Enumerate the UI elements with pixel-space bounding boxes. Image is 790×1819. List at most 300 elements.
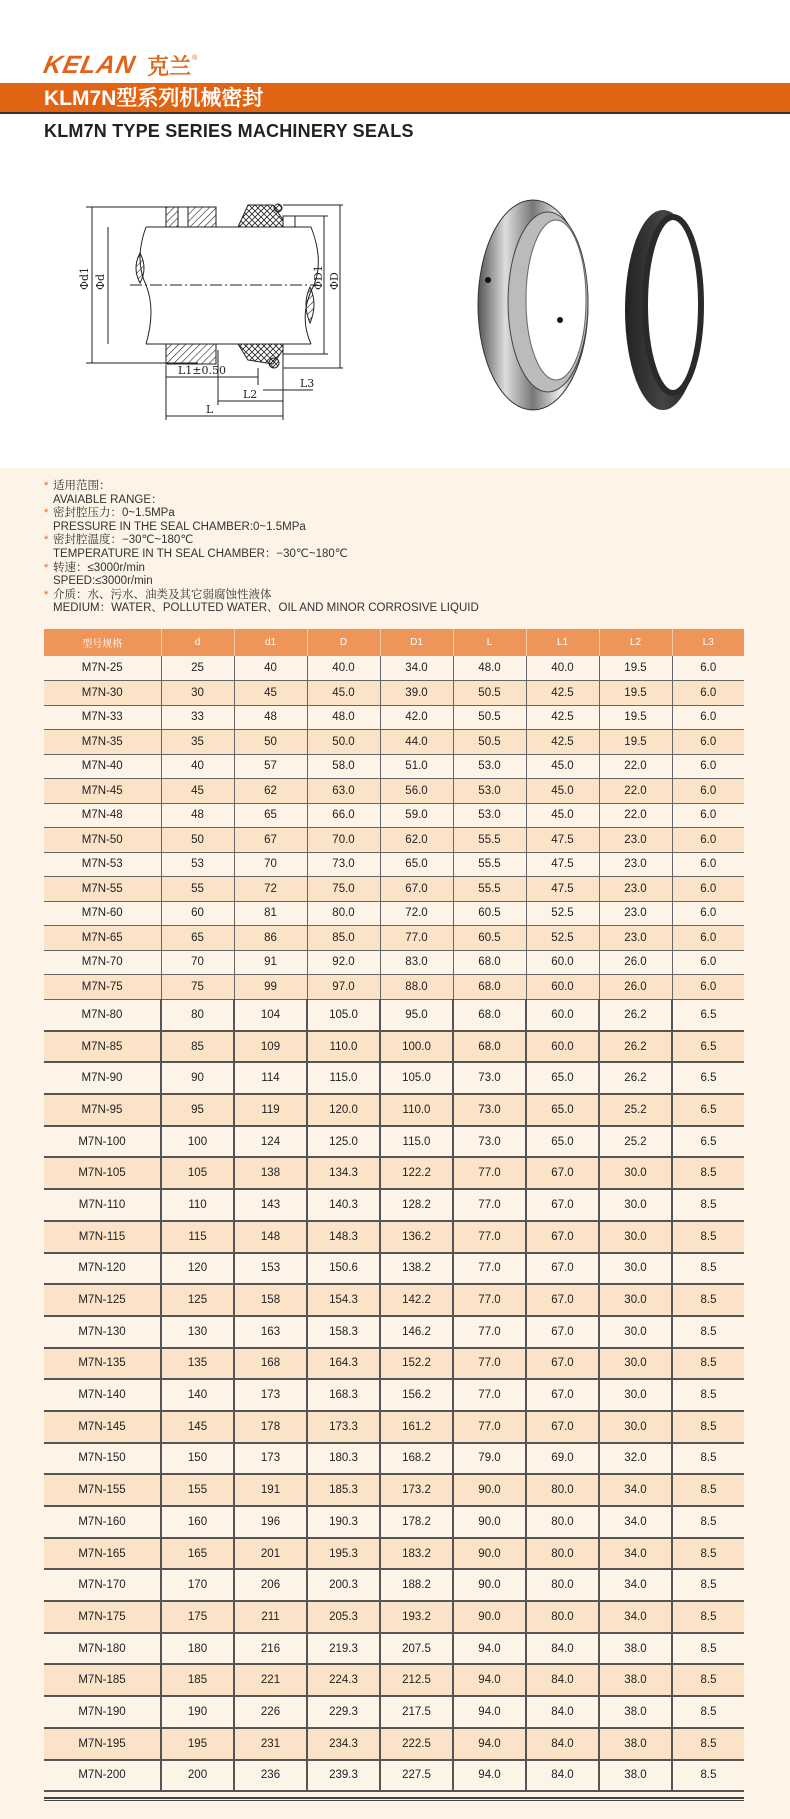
value-cell: 77.0	[453, 1411, 526, 1443]
value-cell: 40.0	[307, 656, 380, 681]
value-cell: 100	[161, 1126, 234, 1158]
column-header: D1	[380, 629, 453, 656]
value-cell: 138.2	[380, 1253, 453, 1285]
value-cell: 45.0	[526, 779, 599, 804]
table-row	[44, 1316, 744, 1348]
value-cell: 125.0	[307, 1126, 380, 1158]
value-cell: 30.0	[599, 1157, 672, 1189]
value-cell: 72.0	[380, 901, 453, 926]
value-cell: 90.0	[453, 1601, 526, 1633]
value-cell: 110	[161, 1189, 234, 1221]
model-cell: M7N-30	[44, 681, 161, 706]
value-cell: 33	[161, 705, 234, 730]
value-cell: 30.0	[599, 1284, 672, 1316]
value-cell: 77.0	[380, 926, 453, 951]
value-cell: 65.0	[526, 1062, 599, 1094]
value-cell: 67.0	[526, 1221, 599, 1253]
model-cell: M7N-40	[44, 754, 161, 779]
value-cell: 8.5	[672, 1221, 744, 1253]
table-row	[44, 1094, 744, 1126]
value-cell: 201	[234, 1538, 307, 1570]
value-cell: 226	[234, 1696, 307, 1728]
value-cell: 65.0	[526, 1126, 599, 1158]
value-cell: 190	[161, 1696, 234, 1728]
model-cell: M7N-45	[44, 779, 161, 804]
value-cell: 47.5	[526, 828, 599, 853]
value-cell: 19.5	[599, 656, 672, 681]
star-bullet-icon: *	[44, 507, 49, 520]
value-cell: 22.0	[599, 779, 672, 804]
table-row	[44, 1601, 744, 1633]
model-cell: M7N-155	[44, 1474, 161, 1506]
value-cell: 50.0	[307, 730, 380, 755]
value-cell: 45	[161, 779, 234, 804]
value-cell: 70.0	[307, 828, 380, 853]
value-cell: 55	[161, 877, 234, 902]
value-cell: 26.2	[599, 999, 672, 1031]
table-row	[44, 1348, 744, 1380]
value-cell: 23.0	[599, 852, 672, 877]
value-cell: 8.5	[672, 1760, 744, 1792]
table-row	[44, 754, 744, 779]
value-cell: 175	[161, 1601, 234, 1633]
value-cell: 67.0	[526, 1316, 599, 1348]
page-title-en: KLM7N TYPE SERIES MACHINERY SEALS	[44, 121, 414, 141]
value-cell: 6.0	[672, 877, 744, 902]
value-cell: 50.5	[453, 730, 526, 755]
model-cell: M7N-200	[44, 1760, 161, 1792]
value-cell: 6.0	[672, 901, 744, 926]
table-row	[44, 1379, 744, 1411]
value-cell: 30.0	[599, 1189, 672, 1221]
model-cell: M7N-35	[44, 730, 161, 755]
value-cell: 68.0	[453, 999, 526, 1031]
value-cell: 8.5	[672, 1569, 744, 1601]
value-cell: 38.0	[599, 1664, 672, 1696]
value-cell: 35	[161, 730, 234, 755]
value-cell: 115	[161, 1221, 234, 1253]
brand-logo	[41, 50, 198, 79]
spec-item-range: * 适用范围： AVAIABLE RANGE：	[44, 480, 163, 506]
table-row	[44, 705, 744, 730]
value-cell: 60.5	[453, 901, 526, 926]
value-cell: 200	[161, 1760, 234, 1792]
page-title-cn: KLM7N型系列机械密封	[44, 87, 264, 110]
table-row	[44, 1062, 744, 1094]
value-cell: 180	[161, 1633, 234, 1665]
value-cell: 95.0	[380, 999, 453, 1031]
column-header: 型号规格	[44, 629, 161, 656]
model-cell: M7N-100	[44, 1126, 161, 1158]
label-L2: L2	[243, 388, 258, 401]
value-cell: 59.0	[380, 803, 453, 828]
value-cell: 105.0	[307, 999, 380, 1031]
value-cell: 6.0	[672, 705, 744, 730]
dimension-table	[44, 629, 744, 1792]
value-cell: 80.0	[526, 1538, 599, 1570]
value-cell: 140	[161, 1379, 234, 1411]
value-cell: 77.0	[453, 1316, 526, 1348]
value-cell: 68.0	[453, 975, 526, 1000]
table-row	[44, 1411, 744, 1443]
table-row	[44, 1284, 744, 1316]
value-cell: 234.3	[307, 1728, 380, 1760]
model-cell: M7N-170	[44, 1569, 161, 1601]
value-cell: 90.0	[453, 1538, 526, 1570]
table-row	[44, 1760, 744, 1792]
value-cell: 180.3	[307, 1443, 380, 1475]
value-cell: 19.5	[599, 705, 672, 730]
value-cell: 119	[234, 1094, 307, 1126]
model-cell: M7N-195	[44, 1728, 161, 1760]
value-cell: 164.3	[307, 1348, 380, 1380]
value-cell: 221	[234, 1664, 307, 1696]
value-cell: 185.3	[307, 1474, 380, 1506]
value-cell: 124	[234, 1126, 307, 1158]
value-cell: 45.0	[307, 681, 380, 706]
value-cell: 170	[161, 1569, 234, 1601]
value-cell: 178	[234, 1411, 307, 1443]
value-cell: 8.5	[672, 1379, 744, 1411]
value-cell: 148	[234, 1221, 307, 1253]
value-cell: 110.0	[307, 1031, 380, 1063]
table-row	[44, 1728, 744, 1760]
value-cell: 51.0	[380, 754, 453, 779]
value-cell: 55.5	[453, 877, 526, 902]
table-row	[44, 1633, 744, 1665]
value-cell: 50	[161, 828, 234, 853]
value-cell: 34.0	[599, 1538, 672, 1570]
value-cell: 34.0	[599, 1474, 672, 1506]
value-cell: 67.0	[526, 1348, 599, 1380]
value-cell: 130	[161, 1316, 234, 1348]
label-L3: L3	[300, 377, 315, 390]
value-cell: 122.2	[380, 1157, 453, 1189]
value-cell: 67.0	[380, 877, 453, 902]
value-cell: 30	[161, 681, 234, 706]
value-cell: 168	[234, 1348, 307, 1380]
value-cell: 67.0	[526, 1189, 599, 1221]
value-cell: 19.5	[599, 681, 672, 706]
value-cell: 44.0	[380, 730, 453, 755]
value-cell: 6.5	[672, 1062, 744, 1094]
value-cell: 65.0	[380, 852, 453, 877]
table-row	[44, 1031, 744, 1063]
value-cell: 67.0	[526, 1411, 599, 1443]
value-cell: 80.0	[526, 1506, 599, 1538]
value-cell: 6.0	[672, 803, 744, 828]
value-cell: 85	[161, 1031, 234, 1063]
value-cell: 128.2	[380, 1189, 453, 1221]
model-cell: M7N-25	[44, 656, 161, 681]
value-cell: 188.2	[380, 1569, 453, 1601]
value-cell: 8.5	[672, 1284, 744, 1316]
value-cell: 163	[234, 1316, 307, 1348]
value-cell: 86	[234, 926, 307, 951]
value-cell: 110.0	[380, 1094, 453, 1126]
value-cell: 66.0	[307, 803, 380, 828]
value-cell: 200.3	[307, 1569, 380, 1601]
value-cell: 190.3	[307, 1506, 380, 1538]
value-cell: 206	[234, 1569, 307, 1601]
column-header: L	[453, 629, 526, 656]
model-cell: M7N-65	[44, 926, 161, 951]
value-cell: 77.0	[453, 1221, 526, 1253]
column-header: L3	[672, 629, 744, 656]
value-cell: 60.0	[526, 1031, 599, 1063]
model-cell: M7N-110	[44, 1189, 161, 1221]
value-cell: 67.0	[526, 1157, 599, 1189]
value-cell: 104	[234, 999, 307, 1031]
star-bullet-icon: *	[44, 534, 49, 547]
value-cell: 50	[234, 730, 307, 755]
value-cell: 6.0	[672, 754, 744, 779]
table-row	[44, 1443, 744, 1475]
value-cell: 6.0	[672, 681, 744, 706]
value-cell: 30.0	[599, 1221, 672, 1253]
value-cell: 8.5	[672, 1696, 744, 1728]
value-cell: 60.0	[526, 999, 599, 1031]
value-cell: 8.5	[672, 1538, 744, 1570]
table-row	[44, 901, 744, 926]
model-cell: M7N-80	[44, 999, 161, 1031]
value-cell: 85.0	[307, 926, 380, 951]
value-cell: 8.5	[672, 1728, 744, 1760]
value-cell: 6.0	[672, 852, 744, 877]
value-cell: 160	[161, 1506, 234, 1538]
value-cell: 58.0	[307, 754, 380, 779]
value-cell: 60.0	[526, 975, 599, 1000]
value-cell: 42.5	[526, 730, 599, 755]
table-row	[44, 1506, 744, 1538]
value-cell: 23.0	[599, 926, 672, 951]
value-cell: 168.3	[307, 1379, 380, 1411]
value-cell: 70	[234, 852, 307, 877]
value-cell: 77.0	[453, 1189, 526, 1221]
model-cell: M7N-130	[44, 1316, 161, 1348]
table-row	[44, 1696, 744, 1728]
model-cell: M7N-90	[44, 1062, 161, 1094]
value-cell: 56.0	[380, 779, 453, 804]
value-cell: 153	[234, 1253, 307, 1285]
value-cell: 224.3	[307, 1664, 380, 1696]
value-cell: 195	[161, 1728, 234, 1760]
value-cell: 114	[234, 1062, 307, 1094]
value-cell: 95	[161, 1094, 234, 1126]
value-cell: 91	[234, 950, 307, 975]
value-cell: 83.0	[380, 950, 453, 975]
value-cell: 150	[161, 1443, 234, 1475]
table-row	[44, 828, 744, 853]
value-cell: 40.0	[526, 656, 599, 681]
star-bullet-icon: *	[44, 480, 49, 492]
value-cell: 50.5	[453, 681, 526, 706]
spec-item-temperature: * 密封腔温度：−30℃~180℃ TEMPERATURE IN TH SEAL CHAMBER：−30℃~180℃	[44, 534, 348, 560]
value-cell: 69.0	[526, 1443, 599, 1475]
table-row	[44, 1126, 744, 1158]
value-cell: 8.5	[672, 1411, 744, 1443]
value-cell: 6.0	[672, 975, 744, 1000]
value-cell: 62.0	[380, 828, 453, 853]
value-cell: 6.0	[672, 779, 744, 804]
model-cell: M7N-175	[44, 1601, 161, 1633]
value-cell: 67.0	[526, 1379, 599, 1411]
value-cell: 77.0	[453, 1284, 526, 1316]
value-cell: 161.2	[380, 1411, 453, 1443]
model-cell: M7N-53	[44, 852, 161, 877]
value-cell: 26.2	[599, 1031, 672, 1063]
value-cell: 75	[161, 975, 234, 1000]
model-cell: M7N-33	[44, 705, 161, 730]
label-d: Φd	[94, 273, 107, 290]
value-cell: 34.0	[380, 656, 453, 681]
value-cell: 40	[234, 656, 307, 681]
value-cell: 193.2	[380, 1601, 453, 1633]
value-cell: 30.0	[599, 1316, 672, 1348]
value-cell: 222.5	[380, 1728, 453, 1760]
value-cell: 8.5	[672, 1157, 744, 1189]
registered-mark: ®	[192, 54, 198, 62]
value-cell: 120.0	[307, 1094, 380, 1126]
value-cell: 90.0	[453, 1474, 526, 1506]
value-cell: 6.0	[672, 950, 744, 975]
table-row	[44, 999, 744, 1031]
value-cell: 70	[161, 950, 234, 975]
value-cell: 94.0	[453, 1728, 526, 1760]
value-cell: 94.0	[453, 1633, 526, 1665]
value-cell: 158	[234, 1284, 307, 1316]
value-cell: 227.5	[380, 1760, 453, 1792]
value-cell: 48.0	[453, 656, 526, 681]
seal-cross-section-diagram	[78, 190, 358, 425]
value-cell: 84.0	[526, 1664, 599, 1696]
table-row	[44, 1253, 744, 1285]
star-bullet-icon: *	[44, 588, 49, 601]
value-cell: 94.0	[453, 1760, 526, 1792]
value-cell: 53	[161, 852, 234, 877]
value-cell: 207.5	[380, 1633, 453, 1665]
value-cell: 60.0	[526, 950, 599, 975]
table-row	[44, 950, 744, 975]
label-D: ΦD	[328, 272, 341, 290]
value-cell: 30.0	[599, 1379, 672, 1411]
value-cell: 23.0	[599, 877, 672, 902]
value-cell: 8.5	[672, 1189, 744, 1221]
value-cell: 185	[161, 1664, 234, 1696]
value-cell: 134.3	[307, 1157, 380, 1189]
value-cell: 42.5	[526, 681, 599, 706]
table-end-rule	[44, 1797, 744, 1801]
value-cell: 6.0	[672, 926, 744, 951]
value-cell: 34.0	[599, 1569, 672, 1601]
value-cell: 92.0	[307, 950, 380, 975]
value-cell: 25.2	[599, 1094, 672, 1126]
value-cell: 212.5	[380, 1664, 453, 1696]
value-cell: 6.0	[672, 656, 744, 681]
value-cell: 42.0	[380, 705, 453, 730]
model-cell: M7N-160	[44, 1506, 161, 1538]
model-cell: M7N-165	[44, 1538, 161, 1570]
value-cell: 136.2	[380, 1221, 453, 1253]
table-row	[44, 877, 744, 902]
value-cell: 90.0	[453, 1569, 526, 1601]
value-cell: 173.3	[307, 1411, 380, 1443]
table-row	[44, 656, 744, 681]
label-L: L	[206, 403, 214, 416]
value-cell: 65.0	[526, 1094, 599, 1126]
value-cell: 50.5	[453, 705, 526, 730]
model-cell: M7N-48	[44, 803, 161, 828]
value-cell: 53.0	[453, 754, 526, 779]
value-cell: 38.0	[599, 1760, 672, 1792]
value-cell: 47.5	[526, 852, 599, 877]
value-cell: 67.0	[526, 1284, 599, 1316]
brand-name-cn: 克兰	[147, 53, 192, 79]
table-row	[44, 730, 744, 755]
value-cell: 6.5	[672, 999, 744, 1031]
value-cell: 80	[161, 999, 234, 1031]
label-L1: L1±0.50	[178, 364, 227, 377]
table-row	[44, 926, 744, 951]
model-cell: M7N-60	[44, 901, 161, 926]
value-cell: 8.5	[672, 1316, 744, 1348]
value-cell: 178.2	[380, 1506, 453, 1538]
value-cell: 32.0	[599, 1443, 672, 1475]
value-cell: 90	[161, 1062, 234, 1094]
value-cell: 84.0	[526, 1760, 599, 1792]
value-cell: 73.0	[307, 852, 380, 877]
product-photo	[448, 180, 728, 430]
value-cell: 60	[161, 901, 234, 926]
value-cell: 38.0	[599, 1633, 672, 1665]
value-cell: 99	[234, 975, 307, 1000]
value-cell: 94.0	[453, 1696, 526, 1728]
value-cell: 67	[234, 828, 307, 853]
model-cell: M7N-140	[44, 1379, 161, 1411]
value-cell: 173.2	[380, 1474, 453, 1506]
value-cell: 165	[161, 1538, 234, 1570]
model-cell: M7N-150	[44, 1443, 161, 1475]
model-cell: M7N-75	[44, 975, 161, 1000]
value-cell: 152.2	[380, 1348, 453, 1380]
value-cell: 73.0	[453, 1062, 526, 1094]
value-cell: 26.0	[599, 975, 672, 1000]
table-header-row	[44, 629, 744, 656]
value-cell: 168.2	[380, 1443, 453, 1475]
star-bullet-icon: *	[44, 561, 49, 574]
value-cell: 148.3	[307, 1221, 380, 1253]
table-row	[44, 1189, 744, 1221]
value-cell: 26.2	[599, 1062, 672, 1094]
model-cell: M7N-55	[44, 877, 161, 902]
model-cell: M7N-50	[44, 828, 161, 853]
model-cell: M7N-190	[44, 1696, 161, 1728]
value-cell: 196	[234, 1506, 307, 1538]
value-cell: 38.0	[599, 1728, 672, 1760]
value-cell: 25.2	[599, 1126, 672, 1158]
spec-item-speed: * 转速：≤3000r/min SPEED:≤3000r/min	[44, 561, 153, 588]
value-cell: 60.5	[453, 926, 526, 951]
value-cell: 39.0	[380, 681, 453, 706]
value-cell: 90.0	[453, 1506, 526, 1538]
value-cell: 77.0	[453, 1157, 526, 1189]
value-cell: 23.0	[599, 901, 672, 926]
value-cell: 77.0	[453, 1253, 526, 1285]
column-header: L1	[526, 629, 599, 656]
title-bar	[0, 83, 790, 114]
value-cell: 140.3	[307, 1189, 380, 1221]
value-cell: 48.0	[307, 705, 380, 730]
